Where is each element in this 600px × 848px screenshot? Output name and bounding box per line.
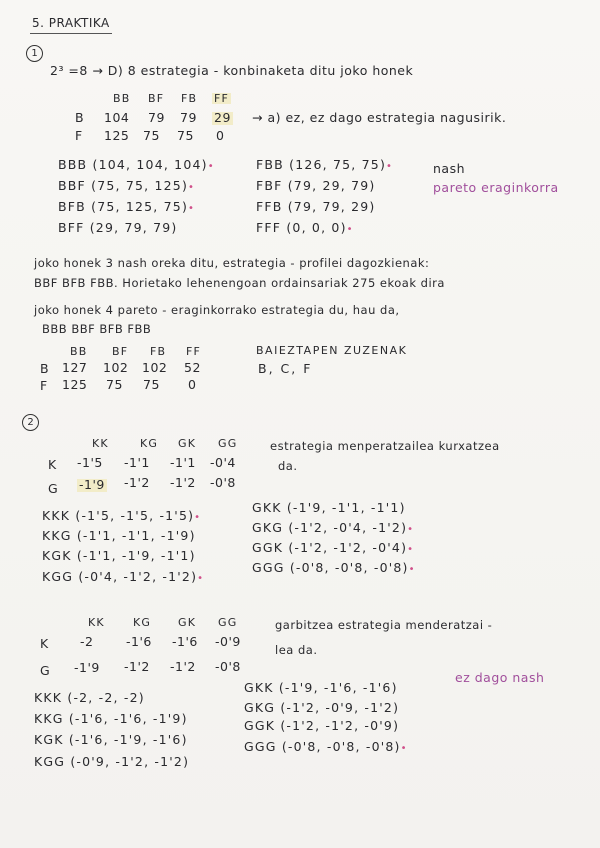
- ex2-t2-row1-v1: -1'2: [124, 659, 150, 674]
- ex1-t2-row0-v0: 127: [62, 360, 88, 375]
- correct-values: B, C, F: [258, 361, 313, 376]
- ex1-t2-row0-v2: 102: [142, 360, 168, 375]
- ex1-profile-bbf: BBF (75, 75, 125)•: [58, 178, 196, 193]
- ex2-profile2-kgk: KGK (-1'6, -1'9, -1'6): [34, 732, 188, 747]
- ex1-t1-header-2: FB: [181, 92, 198, 105]
- ex1-profile-fbf: FBF (79, 29, 79): [256, 178, 376, 193]
- page-title: 5. PRAKTIKA: [32, 16, 110, 30]
- exercise-1-number: 1: [26, 45, 43, 62]
- ex2-t2-row0-label: K: [40, 636, 49, 651]
- ex1-t2-row1-label: F: [40, 378, 48, 393]
- ex2-t1-row0-v0: -1'5: [77, 455, 103, 470]
- legend-pareto: pareto eraginkorra: [433, 180, 559, 195]
- ex2-t1-header-0: KK: [92, 437, 109, 450]
- ex1-t1-row0-label: B: [75, 110, 85, 125]
- ex2-profile1-kgg: KGG (-0'4, -1'2, -1'2)•: [42, 569, 205, 584]
- ex1-profile-fbb: FBB (126, 75, 75)•: [256, 157, 394, 172]
- ex2-t1-row1-v1: -1'2: [124, 475, 150, 490]
- ex2-t1-header-1: KG: [140, 437, 159, 450]
- legend-nash: nash: [433, 161, 466, 176]
- ex1-t1-row1-label: F: [75, 128, 83, 143]
- ex1-profile-fff: FFF (0, 0, 0)•: [256, 220, 354, 235]
- ex2-t1-row1-v3: -0'8: [210, 475, 236, 490]
- title-underline: [30, 33, 112, 34]
- ex1-t1-row0-v3: 29: [214, 110, 231, 125]
- correct-title: BAIEZTAPEN ZUZENAK: [256, 344, 408, 357]
- ex1-profile-bbb: BBB (104, 104, 104)•: [58, 157, 215, 172]
- ex2-t2-row1-v3: -0'8: [215, 659, 241, 674]
- ex1-t1-row1-v1: 75: [143, 128, 160, 143]
- ex2-t2-row1-v0: -1'9: [74, 660, 100, 675]
- ex2-profile1-gkg: GKG (-1'2, -0'4, -1'2)•: [252, 520, 415, 535]
- ex2-profile1-kgk: KGK (-1'1, -1'9, -1'1): [42, 548, 196, 563]
- ex2-profile2-ggg: GGG (-0'8, -0'8, -0'8)•: [244, 739, 408, 754]
- ex1-t2-row0-v1: 102: [103, 360, 129, 375]
- ex1-para1-line2: BBF BFB FBB. Horietako lehenengoan ordainsariak 275 ekoak dira: [34, 276, 445, 290]
- ex1-profile-bff: BFF (29, 79, 79): [58, 220, 178, 235]
- ex2-no-nash: ez dago nash: [455, 670, 545, 685]
- ex2-profile2-gkk: GKK (-1'9, -1'6, -1'6): [244, 680, 398, 695]
- ex2-t2-header-2: GK: [178, 616, 197, 629]
- ex1-t1-row0-v0: 104: [104, 110, 130, 125]
- ex1-para1-line1: joko honek 3 nash oreka ditu, estrategia - profilei dagozkienak:: [34, 256, 430, 270]
- ex2-t2-row0-v0: -2: [80, 634, 94, 649]
- ex2-t1-row0-label: K: [48, 457, 57, 472]
- ex2-t1-row1-v2: -1'2: [170, 475, 196, 490]
- ex1-t2-row1-v0: 125: [62, 377, 88, 392]
- ex1-t1-row1-v2: 75: [177, 128, 194, 143]
- ex2-t2-header-1: KG: [133, 616, 152, 629]
- ex1-profile-ffb: FFB (79, 79, 29): [256, 199, 376, 214]
- ex1-t2-row0-label: B: [40, 361, 50, 376]
- ex2-t2-header-3: GG: [218, 616, 238, 629]
- ex2-profile2-gkg: GKG (-1'2, -0'9, -1'2): [244, 700, 400, 715]
- ex1-t2-row1-v3: 0: [188, 377, 197, 392]
- ex2-profile1-kkg: KKG (-1'1, -1'1, -1'9): [42, 528, 196, 543]
- ex2-t1-row0-v1: -1'1: [124, 455, 150, 470]
- exercise-2-number: 2: [22, 414, 39, 431]
- ex1-intro: 2³ =8 → D) 8 estrategia - konbinaketa ditu joko honek: [50, 63, 414, 78]
- ex2-t1-row0-v2: -1'1: [170, 455, 196, 470]
- ex2-note1-line1: estrategia menperatzailea kurxatzea: [270, 439, 500, 453]
- ex2-t2-row0-v3: -0'9: [215, 634, 241, 649]
- ex1-answer-a: → a) ez, ez dago estrategia nagusirik.: [252, 110, 507, 125]
- ex2-t1-row1-v0: -1'9: [79, 477, 105, 492]
- ex1-t1-header-3: FF: [214, 92, 230, 105]
- ex2-t1-row0-v3: -0'4: [210, 455, 236, 470]
- ex2-t2-row1-label: G: [40, 663, 51, 678]
- ex2-profile1-kkk: KKK (-1'5, -1'5, -1'5)•: [42, 508, 202, 523]
- ex1-t1-row0-v1: 79: [148, 110, 165, 125]
- ex1-t1-row1-v3: 0: [216, 128, 225, 143]
- ex2-t1-header-2: GK: [178, 437, 197, 450]
- ex2-t2-row1-v2: -1'2: [170, 659, 196, 674]
- ex2-t1-row1-label: G: [48, 481, 59, 496]
- ex1-t2-row0-v3: 52: [184, 360, 201, 375]
- ex1-profile-bfb: BFB (75, 125, 75)•: [58, 199, 196, 214]
- ex2-note2-line1: garbitzea estrategia menderatzai -: [275, 618, 493, 632]
- ex1-t2-row1-v1: 75: [106, 377, 123, 392]
- ex1-t1-header-0: BB: [113, 92, 131, 105]
- ex2-note2-line2: lea da.: [275, 643, 318, 657]
- ex2-t2-row0-v1: -1'6: [126, 634, 152, 649]
- ex1-t2-header-0: BB: [70, 345, 88, 358]
- ex2-t2-row0-v2: -1'6: [172, 634, 198, 649]
- ex1-t2-header-2: FB: [150, 345, 167, 358]
- ex1-t1-row1-v0: 125: [104, 128, 130, 143]
- ex2-profile1-ggk: GGK (-1'2, -1'2, -0'4)•: [252, 540, 415, 555]
- ex1-para2-line1: joko honek 4 pareto - eraginkorrako estrategia du, hau da,: [34, 303, 400, 317]
- ex1-t1-header-1: BF: [148, 92, 165, 105]
- ex2-profile2-kkg: KKG (-1'6, -1'6, -1'9): [34, 711, 188, 726]
- ex1-t1-row0-v2: 79: [180, 110, 197, 125]
- ex1-para2-line2: BBB BBF BFB FBB: [42, 322, 152, 336]
- ex2-note1-line2: da.: [278, 459, 298, 473]
- ex2-profile1-gkk: GKK (-1'9, -1'1, -1'1): [252, 500, 406, 515]
- ex2-t1-header-3: GG: [218, 437, 238, 450]
- ex2-profile1-ggg: GGG (-0'8, -0'8, -0'8)•: [252, 560, 416, 575]
- ex1-t2-header-3: FF: [186, 345, 202, 358]
- ex2-profile2-ggk: GGK (-1'2, -1'2, -0'9): [244, 718, 400, 733]
- ex1-t2-header-1: BF: [112, 345, 129, 358]
- ex1-t2-row1-v2: 75: [143, 377, 160, 392]
- ex2-profile2-kkk: KKK (-2, -2, -2): [34, 690, 145, 705]
- ex2-profile2-kgg: KGG (-0'9, -1'2, -1'2): [34, 754, 190, 769]
- ex2-t2-header-0: KK: [88, 616, 105, 629]
